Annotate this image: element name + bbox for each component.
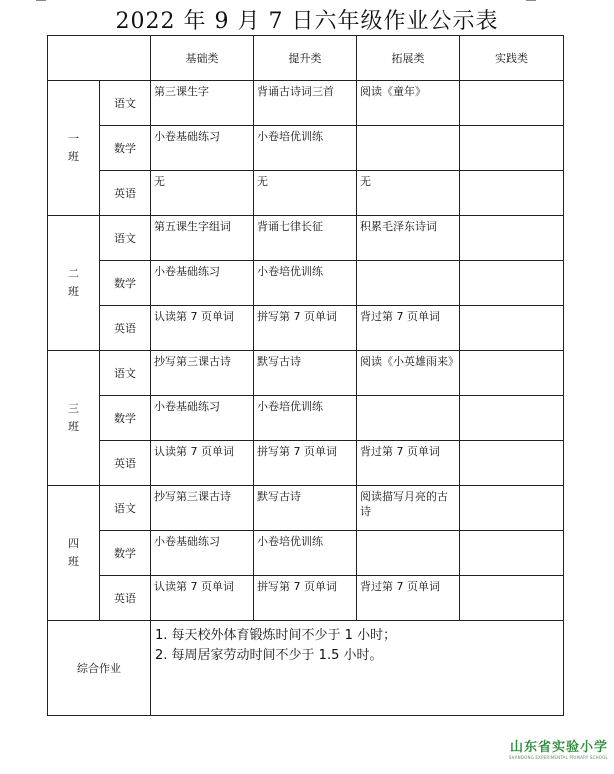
summary-content (151, 621, 564, 716)
table-row (48, 261, 564, 306)
school-name-cn: 山东省实验小学 (509, 740, 608, 755)
summary-line: 1. 每天校外体育锻炼时间不少于 1 小时； (155, 628, 397, 643)
header-improve: 提升类 (254, 36, 357, 81)
page-corner-mark-left (36, 0, 46, 1)
homework-cell: 小卷基础练习 (151, 531, 254, 576)
class-name-cell: 一 班 (48, 81, 100, 216)
homework-cell (357, 261, 460, 306)
summary-row (48, 621, 564, 716)
subject-cell: 数学 (100, 396, 151, 441)
table-row (48, 126, 564, 171)
homework-cell: 小卷培优训练 (254, 531, 357, 576)
homework-cell (460, 486, 564, 531)
homework-cell (460, 81, 564, 126)
homework-cell (460, 441, 564, 486)
subject-cell: 数学 (100, 261, 151, 306)
homework-cell: 拼写第 7 页单词 (254, 306, 357, 351)
homework-cell (460, 261, 564, 306)
class-name-cell: 二 班 (48, 216, 100, 351)
homework-cell: 小卷培优训练 (254, 396, 357, 441)
homework-cell: 积累毛泽东诗词 (357, 216, 460, 261)
homework-cell (357, 396, 460, 441)
header-extend: 拓展类 (357, 36, 460, 81)
subject-cell: 英语 (100, 171, 151, 216)
homework-cell: 第三课生字 (151, 81, 254, 126)
homework-cell: 背诵古诗词三首 (254, 81, 357, 126)
homework-cell (460, 396, 564, 441)
homework-cell: 默写古诗 (254, 486, 357, 531)
homework-cell: 背过第 7 页单词 (357, 576, 460, 621)
homework-cell (460, 216, 564, 261)
subject-cell: 数学 (100, 126, 151, 171)
homework-cell: 阅读《小英雄雨来》 (357, 351, 460, 396)
homework-cell (460, 531, 564, 576)
table-row (48, 396, 564, 441)
homework-cell (460, 171, 564, 216)
homework-cell: 认读第 7 页单词 (151, 441, 254, 486)
homework-cell: 第五课生字组词 (151, 216, 254, 261)
homework-cell: 小卷培优训练 (254, 261, 357, 306)
homework-cell: 阅读《童年》 (357, 81, 460, 126)
subject-cell: 英语 (100, 576, 151, 621)
table-row (48, 531, 564, 576)
page-title: 2022 年 9 月 7 日六年级作业公示表 (115, 9, 499, 34)
homework-cell: 认读第 7 页单词 (151, 306, 254, 351)
subject-cell: 语文 (100, 81, 151, 126)
summary-label: 综合作业 (48, 621, 151, 716)
homework-cell: 抄写第三课古诗 (151, 351, 254, 396)
table-row (48, 576, 564, 621)
school-name-en: SHANDONG EXPERIMENTAL PRIMARY SCHOOL (508, 755, 608, 760)
homework-cell (460, 576, 564, 621)
header-corner-cell (48, 36, 151, 81)
homework-cell: 小卷基础练习 (151, 396, 254, 441)
subject-cell: 英语 (100, 441, 151, 486)
homework-cell (357, 126, 460, 171)
homework-cell: 抄写第三课古诗 (151, 486, 254, 531)
homework-cell: 默写古诗 (254, 351, 357, 396)
header-basic: 基础类 (151, 36, 254, 81)
homework-table (47, 35, 564, 716)
homework-cell: 拼写第 7 页单词 (254, 576, 357, 621)
table-row (48, 216, 564, 261)
homework-cell: 无 (357, 171, 460, 216)
homework-cell: 无 (151, 171, 254, 216)
table-row (48, 351, 564, 396)
school-logo (509, 736, 608, 760)
class-name-cell: 三 班 (48, 351, 100, 486)
homework-cell: 背诵七律长征 (254, 216, 357, 261)
table-row (48, 306, 564, 351)
header-row (48, 36, 564, 81)
homework-cell (357, 531, 460, 576)
header-practice: 实践类 (460, 36, 564, 81)
table-row (48, 441, 564, 486)
homework-cell: 小卷培优训练 (254, 126, 357, 171)
homework-cell (460, 351, 564, 396)
page-corner-mark-right (526, 0, 536, 1)
subject-cell: 语文 (100, 351, 151, 396)
subject-cell: 语文 (100, 486, 151, 531)
homework-cell: 背过第 7 页单词 (357, 306, 460, 351)
subject-cell: 英语 (100, 306, 151, 351)
summary-line: 2. 每周居家劳动时间不少于 1.5 小时。 (155, 648, 383, 663)
homework-cell: 无 (254, 171, 357, 216)
class-name-cell: 四 班 (48, 486, 100, 621)
table-row (48, 171, 564, 216)
homework-cell: 小卷基础练习 (151, 261, 254, 306)
homework-cell: 阅读描写月亮的古诗 (357, 486, 460, 531)
table-row (48, 486, 564, 531)
homework-cell (460, 126, 564, 171)
homework-cell: 小卷基础练习 (151, 126, 254, 171)
subject-cell: 语文 (100, 216, 151, 261)
homework-cell: 拼写第 7 页单词 (254, 441, 357, 486)
homework-cell: 背过第 7 页单词 (357, 441, 460, 486)
homework-cell (460, 306, 564, 351)
subject-cell: 数学 (100, 531, 151, 576)
homework-cell: 认读第 7 页单词 (151, 576, 254, 621)
table-row (48, 81, 564, 126)
